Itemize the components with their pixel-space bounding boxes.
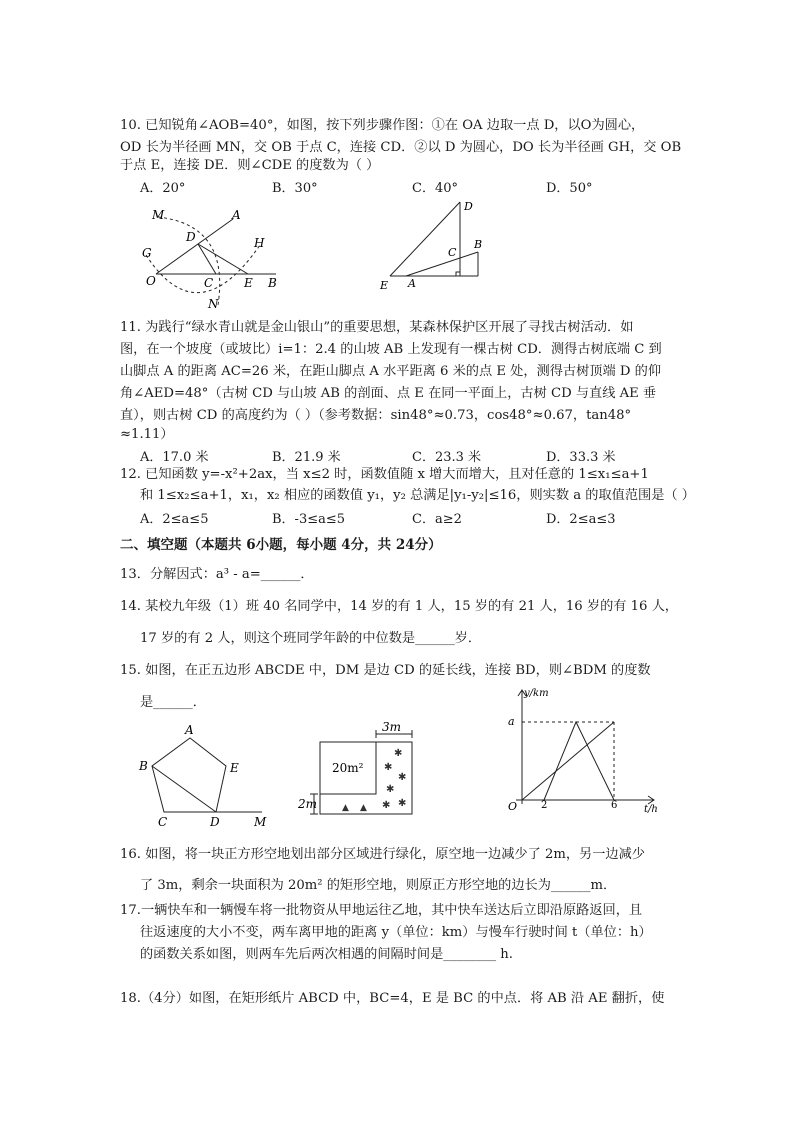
q12-option-d: D．2≤a≤3 [546,512,616,527]
q16-line-1: 16. 如图，将一块正方形空地划出部分区域进行绿化，原空地一边减少了 2m，另一边减少 [120,847,645,862]
q11-line-5: 直），则古树 CD 的高度约为（ ）（参考数据：sin48°≈0.73，cos48°≈0.67，tan48° [120,408,632,423]
q10-line-3: 于点 E，连接 DE．则∠CDE 的度数为（ ） [120,158,380,173]
q13-text: 13．分解因式：a³ - a=______． [120,567,314,582]
svg-text:✱: ✱ [394,748,403,759]
fig1-label-g: G [142,246,152,260]
q17-line-3: 的函数关系如图，则两车先后两次相遇的间隔时间是________ h. [140,947,513,962]
fig2-label-b: B [474,238,483,251]
svg-text:✱: ✱ [382,800,391,811]
q17-line-2: 往返速度的大小不变，两车离甲地的距离 y（单位：km）与慢车行驶时间 t（单位：h） [140,925,652,940]
square-label-area: 20m² [332,761,364,775]
pentagon-label-m: M [254,815,267,829]
section-fill-blank-header: 二、填空题（本题共 6小题，每小题 4分，共 24分） [120,537,442,553]
q10-option-a: A．20° [140,181,186,196]
graph-label-t2: 2 [541,800,548,811]
svg-text:▲: ▲ [360,803,367,813]
q11-option-a: A．17.0 米 [140,450,209,465]
q16-figure-square-plot [298,722,438,822]
q14-line-2: 17 岁的有 2 人，则这个班同学年龄的中位数是______岁． [140,631,482,646]
q11-line-2: 图，在一个坡度（或坡比）i=1：2.4 的山坡 AB 上发现有一棵古树 CD．测得古树底端 C 到 [120,342,662,357]
fig1-label-d: D [186,230,196,244]
graph-label-t6: 6 [611,800,618,811]
graph-label-origin: O [508,800,518,813]
q11-line-1: 11. 为践行“绿水青山就是金山银山”的重要思想，某森林保护区开展了寻找古树活动．如 [120,320,634,335]
graph-label-y: y/km [524,688,549,699]
fig2-label-d: D [464,200,473,213]
q12-option-a: A．2≤a≤5 [140,512,209,527]
fig1-label-b: B [268,276,277,290]
fig1-label-e: E [244,276,253,290]
fig1-label-c: C [204,276,214,290]
q15-figure-pentagon [136,722,276,832]
q11-line-4: 角∠AED=48°（古树 CD 与山坡 AB 的剖面、点 E 在同一平面上，古树 CD 与直线 AE 垂 [120,386,657,401]
q10-option-d: D．50° [546,181,593,196]
square-label-left: 2m [298,797,318,811]
svg-text:✱: ✱ [398,798,407,809]
svg-text:✱: ✱ [384,762,393,773]
q10-line-2: OD 长为半径画 MN，交 OB 于点 C，连接 CD．②以 D 为圆心，DO 长为半径画 GH，交 OB [120,140,682,155]
q18-line-1: 18.（4分）如图，在矩形纸片 ABCD 中，BC=4，E 是 BC 的中点．将 AB 沿 AE 翻折，使 [120,991,665,1006]
q14-line-1: 14. 某校九年级（1）班 40 名同学中，14 岁的有 1 人，15 岁的有 21 人，16 岁的有 16 人， [120,599,678,614]
q15-line-1: 15. 如图，在正五边形 ABCDE 中，DM 是边 CD 的延长线，连接 BD，则∠BDM 的度数 [120,663,651,678]
q12-option-b: B．-3≤a≤5 [272,512,346,527]
graph-label-t: t/h [644,804,658,815]
pentagon-label-b: B [139,759,148,773]
q10-figure-construction [138,205,288,310]
q12-option-c: C．a≥2 [412,512,462,527]
q11-option-b: B．21.9 米 [272,450,341,465]
q11-line-6: ≈1.11） [120,427,174,442]
q12-line-2: 和 1≤x₂≤a+1，x₁，x₂ 相应的函数值 y₁，y₂ 总满足|y₁-y₂|≤16，则实数 a 的取值范围是（ ） [140,488,695,503]
pentagon-label-e: E [230,761,239,775]
fig2-label-c: C [448,246,457,259]
graph-label-a: a [508,715,515,728]
fig1-label-m: M [152,208,165,222]
pentagon-label-c: C [158,815,168,829]
svg-text:✱: ✱ [386,784,395,795]
q11-option-c: C．23.3 米 [412,450,482,465]
pentagon-label-a: A [185,723,194,737]
q16-line-2: 了 3m，剩余一块面积为 20m² 的矩形空地，则原正方形空地的边长为______m． [140,878,617,893]
q10-line-1: 10. 已知锐角∠AOB=40°，如图，按下列步骤作图：①在 OA 边取一点 D，以O为圆心， [120,118,645,133]
fig1-label-a: A [232,208,241,222]
q17-line-1: 17.一辆快车和一辆慢车将一批物资从甲地运往乙地，其中快车送达后立即沿原路返回，且 [120,903,643,918]
fig1-label-h: H [254,236,265,250]
q11-option-d: D．33.3 米 [546,450,616,465]
fig2-label-e: E [380,279,389,292]
q12-line-1: 12. 已知函数 y=-x²+2ax，当 x≤2 时，函数值随 x 增大而增大，且对任意的 1≤x₁≤a+1 [120,467,649,482]
fig1-label-o: O [146,274,156,288]
square-label-top: 3m [382,720,402,734]
pentagon-label-d: D [210,815,220,829]
q11-figure-tree-slope [376,196,496,296]
svg-text:✱: ✱ [398,772,407,783]
q10-option-c: C．40° [412,181,458,196]
fig1-label-n: N [208,297,219,311]
q10-option-b: B．30° [272,181,318,196]
q17-figure-distance-graph [494,686,664,816]
q11-line-3: 山脚点 A 的距离 AC=26 米，在距山脚点 A 水平距离 6 米的点 E 处，测得古树顶端 D 的仰 [120,364,662,379]
svg-text:▲: ▲ [342,803,349,813]
q15-line-2: 是______． [140,695,206,710]
fig2-label-a: A [408,277,416,290]
